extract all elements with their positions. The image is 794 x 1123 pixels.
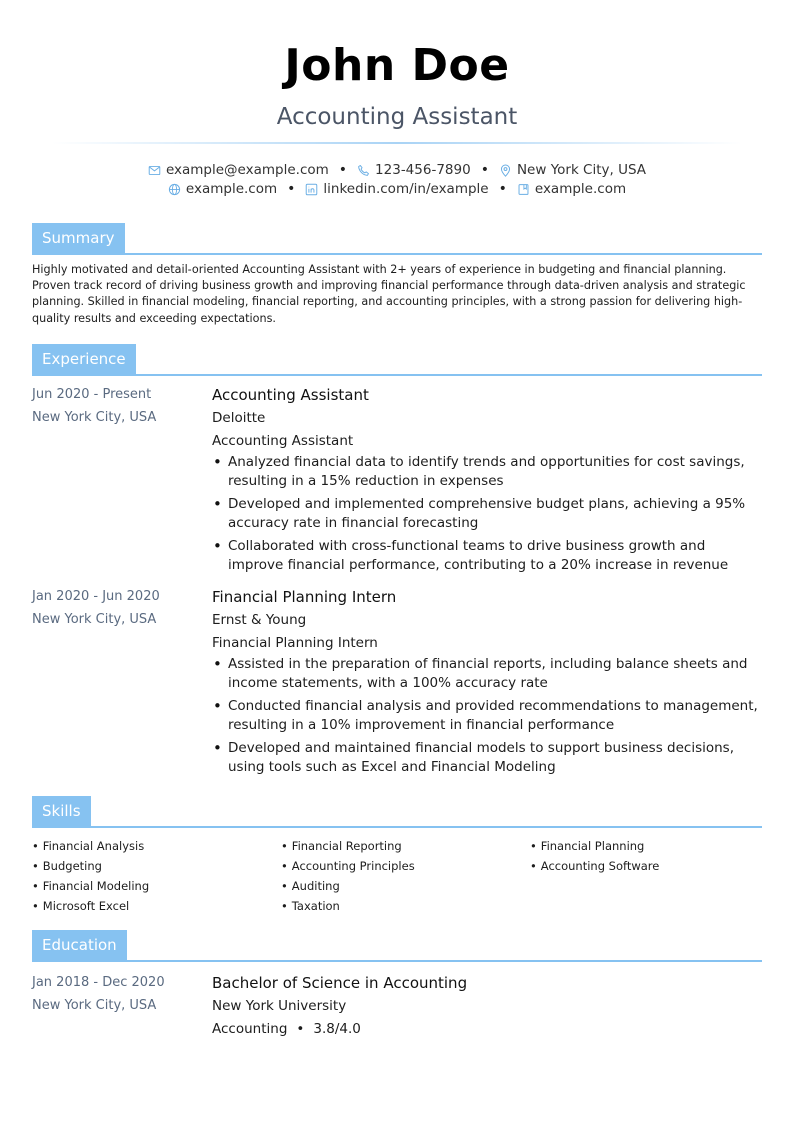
skill-item: • Financial Planning — [530, 838, 645, 853]
experience-bullet: • Conducted financial analysis and provided recommendations to management, resulting in a 10% improvement in financial performance — [212, 697, 762, 735]
bookmark-icon — [517, 183, 530, 196]
summary-text: Highly motivated and detail-oriented Accounting Assistant with 2+ years of experience in budgeting and financial planning. Proven track record of driving business growth and improving financial performance through data-driven analysis and strategic planning. Skilled in financial modeling, financial reporting, and accounting principles, with a strong passion for delivering high-quality results and exceeding expectations. — [32, 263, 746, 325]
experience-bullets — [212, 453, 762, 575]
contact-phone-text: 123-456-7890 — [375, 162, 471, 178]
separator-dot: • — [296, 1020, 305, 1037]
experience-bullet: • Developed and implemented comprehensive budget plans, achieving a 95% accuracy rate in financial forecasting — [212, 495, 762, 533]
education-degree: Bachelor of Science in Accounting — [212, 973, 468, 992]
experience-company: Ernst & Young — [212, 611, 307, 628]
experience-details — [212, 383, 762, 579]
experience-location: New York City, USA — [32, 409, 157, 425]
skill-item: • Microsoft Excel — [32, 898, 130, 913]
skills-section-header — [32, 796, 762, 828]
skill-item: • Financial Modeling — [32, 878, 150, 893]
contact-phone[interactable] — [357, 161, 471, 180]
experience-entry — [32, 383, 762, 579]
globe-icon — [168, 183, 181, 196]
education-section-header — [32, 930, 762, 962]
experience-bullets — [212, 655, 762, 777]
experience-bullet: • Collaborated with cross-functional teams to drive business growth and improve financial performance, contributing to a 20% increase in revenue — [212, 537, 762, 575]
contact-portfolio-text: example.com — [534, 181, 627, 197]
education-gpa: 3.8/4.0 — [313, 1020, 361, 1037]
contact-location-text: New York City, USA — [516, 162, 647, 178]
education-details — [212, 971, 762, 1041]
experience-section-header — [32, 344, 762, 376]
skill-item: • Accounting Principles — [281, 858, 415, 873]
experience-entry — [32, 585, 762, 781]
skill-item: • Auditing — [281, 878, 340, 893]
contact-portfolio[interactable] — [517, 180, 626, 199]
contact-linkedin-text: linkedin.com/in/example — [323, 181, 489, 197]
section-divider — [32, 374, 762, 376]
experience-dates: Jun 2020 - Present — [32, 386, 152, 402]
experience-bullet: • Developed and maintained financial models to support business decisions, using tools such as Excel and Financial Modeling — [212, 739, 762, 777]
experience-dates: Jan 2020 - Jun 2020 — [32, 588, 160, 604]
contact-location — [499, 161, 646, 180]
candidate-headline: Accounting Assistant — [276, 104, 518, 130]
experience-location: New York City, USA — [32, 611, 157, 627]
skill-item: • Budgeting — [32, 858, 102, 873]
skill-empty — [530, 876, 762, 896]
contact-email[interactable] — [148, 161, 329, 180]
experience-meta — [32, 383, 212, 579]
experience-section-title: Experience — [32, 344, 136, 374]
experience-title: Financial Planning Intern — [212, 587, 397, 606]
mail-icon — [148, 164, 161, 177]
education-section-title: Education — [32, 930, 127, 960]
skill-item: • Taxation — [281, 898, 340, 913]
skill-item: • Financial Reporting — [281, 838, 402, 853]
experience-bullet: • Assisted in the preparation of financial reports, including balance sheets and income statements, with a 100% accuracy rate — [212, 655, 762, 693]
contact-website-text: example.com — [185, 181, 278, 197]
contact-email-text: example@example.com — [165, 162, 329, 178]
headline-divider — [52, 142, 742, 144]
education-field-gpa — [212, 1018, 762, 1041]
skill-item: • Financial Analysis — [32, 838, 145, 853]
separator-dot: • — [498, 181, 507, 197]
separator-dot: • — [287, 181, 296, 197]
education-entry — [32, 971, 762, 1041]
skill-item: • Accounting Software — [530, 858, 660, 873]
experience-position: Accounting Assistant — [212, 432, 354, 449]
linkedin-icon — [305, 183, 318, 196]
experience-position: Financial Planning Intern — [212, 634, 378, 651]
skills-section-title: Skills — [32, 796, 91, 826]
skills-grid — [32, 836, 762, 916]
experience-title: Accounting Assistant — [212, 385, 369, 404]
section-divider — [32, 960, 762, 962]
phone-icon — [357, 164, 370, 177]
experience-details — [212, 585, 762, 781]
contact-linkedin[interactable] — [305, 180, 488, 199]
education-dates: Jan 2018 - Dec 2020 — [32, 974, 165, 990]
contact-website[interactable] — [168, 180, 277, 199]
education-field: Accounting — [212, 1020, 288, 1037]
summary-section-header — [32, 223, 762, 255]
location-icon — [499, 164, 512, 177]
contact-row-1 — [32, 161, 762, 180]
education-meta — [32, 971, 212, 1041]
separator-dot: • — [338, 162, 348, 178]
candidate-name: John Doe — [284, 40, 510, 91]
separator-dot: • — [480, 162, 489, 178]
education-school: New York University — [212, 997, 347, 1014]
experience-company: Deloitte — [212, 409, 266, 426]
skill-empty — [530, 896, 762, 916]
summary-section-title: Summary — [32, 223, 125, 253]
experience-meta — [32, 585, 212, 781]
experience-bullet: • Analyzed financial data to identify trends and opportunities for cost savings, resulting in a 15% reduction in expenses — [212, 453, 762, 491]
section-divider — [32, 826, 762, 828]
section-divider — [32, 253, 762, 255]
resume-page — [32, 0, 762, 1041]
contact-row-2 — [32, 180, 762, 199]
education-location: New York City, USA — [32, 997, 157, 1013]
